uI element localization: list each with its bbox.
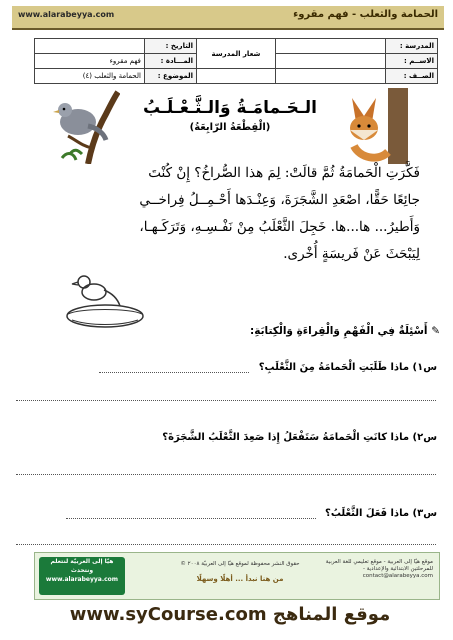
school-value[interactable] bbox=[275, 39, 385, 54]
story-subtitle: (الْقِطْعَةُ الرّابِعَةُ) bbox=[189, 122, 271, 133]
question-3 bbox=[17, 508, 437, 519]
topic-label: الموضوع : bbox=[144, 69, 196, 84]
question-2 bbox=[17, 432, 437, 443]
story-passage bbox=[40, 160, 420, 268]
questions-header bbox=[150, 325, 440, 337]
question-text: ماذا فَعَلَ الثَّعْلَبُ؟ bbox=[325, 508, 410, 519]
footer-site-info: موقع هيّا إلى العربية - موقع تعليمي للغة العربية للمرحلتين الابتدائية والإعدادية - contact@alarabeyya.com bbox=[325, 559, 433, 579]
question-number: س١) bbox=[412, 362, 437, 373]
banner-site-url[interactable]: www.alarabeyya.com bbox=[18, 10, 115, 19]
class-value[interactable] bbox=[275, 69, 385, 84]
question-text: ماذا طَلَبَتِ الْحَمامَةُ مِنَ الثَّعْلَبِ؟ bbox=[258, 362, 410, 373]
student-info-table bbox=[34, 38, 438, 84]
answer-line[interactable] bbox=[16, 544, 436, 545]
answer-line[interactable] bbox=[16, 474, 436, 475]
pigeon-on-branch-illustration bbox=[48, 88, 120, 164]
answer-line[interactable] bbox=[16, 400, 436, 401]
school-label: المدرسة : bbox=[385, 39, 437, 54]
bottom-site-url[interactable]: www.syCourse.com موقع المناهج bbox=[69, 604, 391, 625]
fox-illustration bbox=[348, 88, 420, 164]
banner-title: الحمامة والثعلب - فهم مقروء bbox=[293, 9, 438, 20]
date-label: التاريخ : bbox=[144, 39, 196, 54]
subject-label: المـــادة : bbox=[144, 54, 196, 69]
answer-line[interactable] bbox=[99, 362, 249, 373]
questions-header-text: أَسْئِلَةٌ فِي الْفَهْمِ وَالْقِراءَةِ وَالْكِتابَةِ: bbox=[250, 325, 428, 337]
date-value[interactable] bbox=[35, 39, 145, 54]
question-1 bbox=[17, 362, 437, 373]
blank-cell bbox=[197, 69, 276, 84]
pencil-icon: ✎ bbox=[431, 325, 440, 337]
footer-slogan: من هنا نبدأ ... أهلًا وسهلًا bbox=[196, 575, 284, 583]
school-logo-cell: شعار المدرسة bbox=[197, 39, 276, 69]
topic-value: الحمامة والثعلب (٤) bbox=[35, 69, 145, 84]
passage-line: وَأَطيرُ... ها...ها. خَجِلَ الثَّعْلَبُ مِنْ نَفْـسِـهِ، وَتَرَكَـهـا، bbox=[139, 219, 420, 235]
question-text: ماذا كانَتِ الْحَمامَةُ سَتَفْعَلُ إِذا صَعِدَ الثَّعْلَبُ الشَّجَرَةَ؟ bbox=[162, 432, 410, 443]
name-value[interactable] bbox=[275, 54, 385, 69]
bird-nest-illustration bbox=[60, 268, 150, 330]
passage-line: جائِعًا حَقًّا، اصْعَدِ الشَّجَرَةَ، وَعِنْـدَها أَحْـمِــلُ فِراخــي bbox=[139, 192, 420, 208]
question-number: س٣) bbox=[412, 508, 437, 519]
footer-copyright: حقوق النشر محفوظة لموقع هيّا إلى العربيّة ٢٠٠٨ © bbox=[180, 561, 300, 567]
name-label: الاســم : bbox=[385, 54, 437, 69]
answer-line[interactable] bbox=[66, 508, 316, 519]
top-banner bbox=[12, 6, 444, 30]
question-number: س٢) bbox=[412, 432, 437, 443]
footer bbox=[34, 552, 440, 600]
class-label: الصــف : bbox=[385, 69, 437, 84]
passage-line: فَكَّرَتِ الْحَمامَةُ ثُمَّ قالَتْ: لِمَ هذا الصُّراخُ؟ إِنْ كُنْتَ bbox=[148, 165, 420, 181]
subject-value: فهم مقروء bbox=[35, 54, 145, 69]
passage-line: لِيَبْحَثَ عَنْ فَريسَةٍ أُخْرى. bbox=[283, 246, 420, 262]
story-title: الـحَـمامَـةُ وَالـثَّـعْـلَـبُ bbox=[143, 98, 317, 118]
footer-logo[interactable]: هيّا إلى العربيّة لنتعلم ونتحدث www.alarabeyya.com bbox=[39, 557, 125, 595]
